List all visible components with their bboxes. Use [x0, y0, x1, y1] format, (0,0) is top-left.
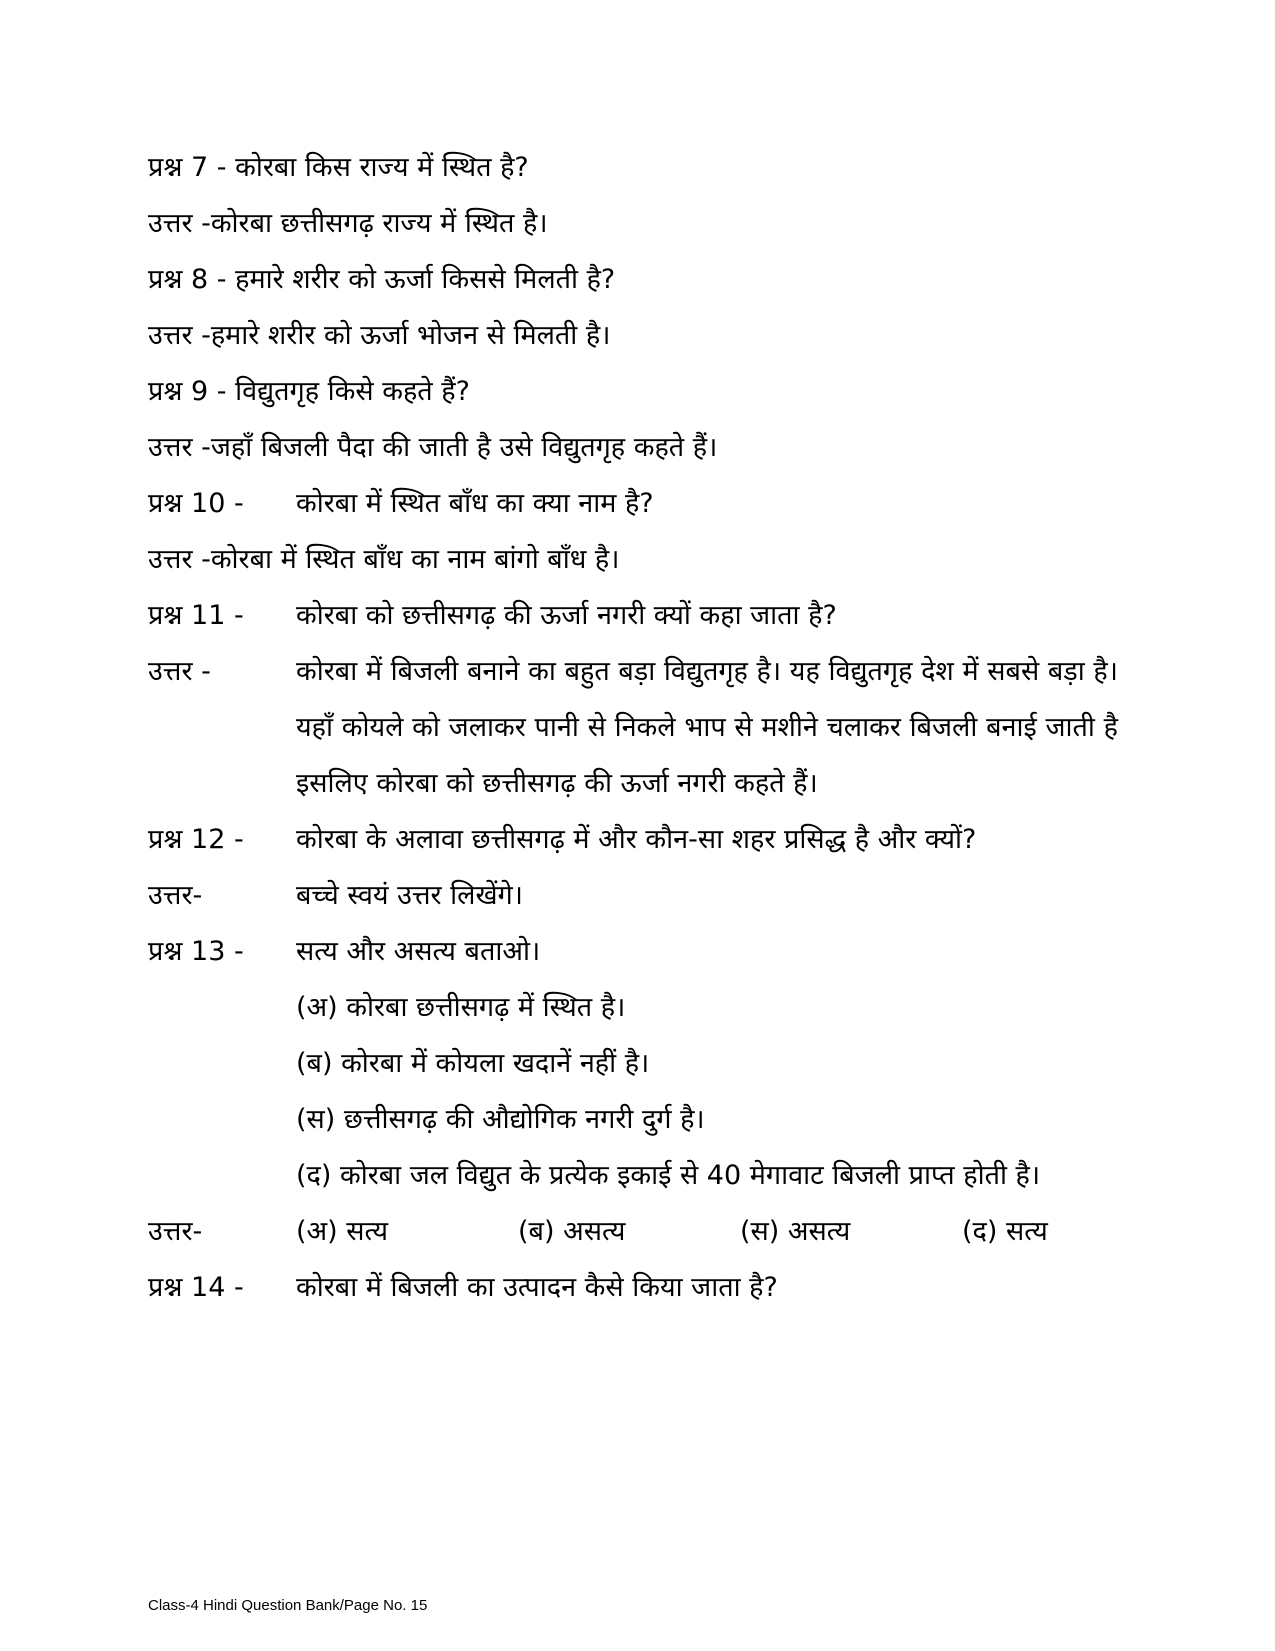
question-8: [148, 252, 1118, 308]
question-7: [148, 140, 1118, 196]
page-footer: Class-4 Hindi Question Bank/Page No. 15: [148, 1597, 428, 1614]
question-10-label: प्रश्न 10 -: [148, 488, 244, 519]
answer-13: [148, 1204, 1118, 1260]
statement-d: (द) कोरबा जल विद्युत के प्रत्येक इकाई से 40 मेगावाट बिजली प्राप्त होती है।: [296, 1160, 1041, 1191]
statement-b: (ब) कोरबा में कोयला खदानें नहीं है।: [296, 1048, 650, 1079]
question-11: [148, 588, 1118, 644]
answer-13-b: (ब) असत्य: [518, 1216, 626, 1247]
answer-12-label: उत्तर-: [148, 880, 203, 911]
question-8-text: प्रश्न 8 - हमारे शरीर को ऊर्जा किससे मिलती है?: [148, 264, 616, 295]
question-13-text: सत्य और असत्य बताओ।: [296, 936, 541, 967]
answer-8-text: उत्तर -हमारे शरीर को ऊर्जा भोजन से मिलती है।: [148, 320, 611, 351]
answer-12: [148, 868, 1118, 924]
question-14-text: कोरबा में बिजली का उत्पादन कैसे किया जाता है?: [296, 1272, 778, 1303]
question-14: [148, 1260, 1118, 1316]
question-7-text: प्रश्न 7 - कोरबा किस राज्य में स्थित है?: [148, 152, 529, 183]
question-11-label: प्रश्न 11 -: [148, 600, 244, 631]
question-answer-list: [148, 140, 1118, 1316]
answer-8: [148, 308, 1118, 364]
answer-11-label: उत्तर -: [148, 656, 211, 687]
question-10: [148, 476, 1118, 532]
question-9: [148, 364, 1118, 420]
answer-13-a: (अ) सत्य: [296, 1216, 389, 1247]
answer-13-c: (स) असत्य: [740, 1216, 851, 1247]
question-12-text: कोरबा के अलावा छत्तीसगढ़ में और कौन-सा शहर प्रसिद्ध है और क्यों?: [296, 824, 977, 855]
question-13: [148, 924, 1118, 1204]
answer-9: [148, 420, 1118, 476]
answer-7: [148, 196, 1118, 252]
answer-13-d: (द) सत्य: [962, 1216, 1048, 1247]
question-9-text: प्रश्न 9 - विद्युतगृह किसे कहते हैं?: [148, 376, 470, 407]
answer-11: [148, 644, 1118, 812]
answer-13-label: उत्तर-: [148, 1216, 203, 1247]
question-13-body: [296, 924, 1118, 1204]
answer-11-text: कोरबा में बिजली बनाने का बहुत बड़ा विद्युतगृह है। यह विद्युतगृह देश में सबसे बड़ा है। यहाँ कोयले को जलाकर पानी से निकले भाप से मशीने चलाकर बिजली बनाई जाती है इसलिए कोरबा को छत्तीसगढ़ की ऊर्जा नगरी कहते हैं।: [296, 656, 1118, 799]
statement-c: (स) छत्तीसगढ़ की औद्योगिक नगरी दुर्ग है।: [296, 1104, 705, 1135]
question-14-label: प्रश्न 14 -: [148, 1272, 244, 1303]
question-12: [148, 812, 1118, 868]
question-11-text: कोरबा को छत्तीसगढ़ की ऊर्जा नगरी क्यों कहा जाता है?: [296, 600, 837, 631]
question-12-label: प्रश्न 12 -: [148, 824, 244, 855]
answer-12-text: बच्चे स्वयं उत्तर लिखेंगे।: [296, 880, 523, 911]
question-10-text: कोरबा में स्थित बाँध का क्या नाम है?: [296, 488, 654, 519]
answer-13-values: [296, 1204, 1184, 1260]
answer-7-text: उत्तर -कोरबा छत्तीसगढ़ राज्य में स्थित है।: [148, 208, 548, 239]
answer-10: [148, 532, 1118, 588]
statement-a: (अ) कोरबा छत्तीसगढ़ में स्थित है।: [296, 992, 626, 1023]
question-13-label: प्रश्न 13 -: [148, 936, 244, 967]
answer-10-text: उत्तर -कोरबा में स्थित बाँध का नाम बांगो बाँध है।: [148, 544, 620, 575]
answer-9-text: उत्तर -जहाँ बिजली पैदा की जाती है उसे विद्युतगृह कहते हैं।: [148, 432, 718, 463]
